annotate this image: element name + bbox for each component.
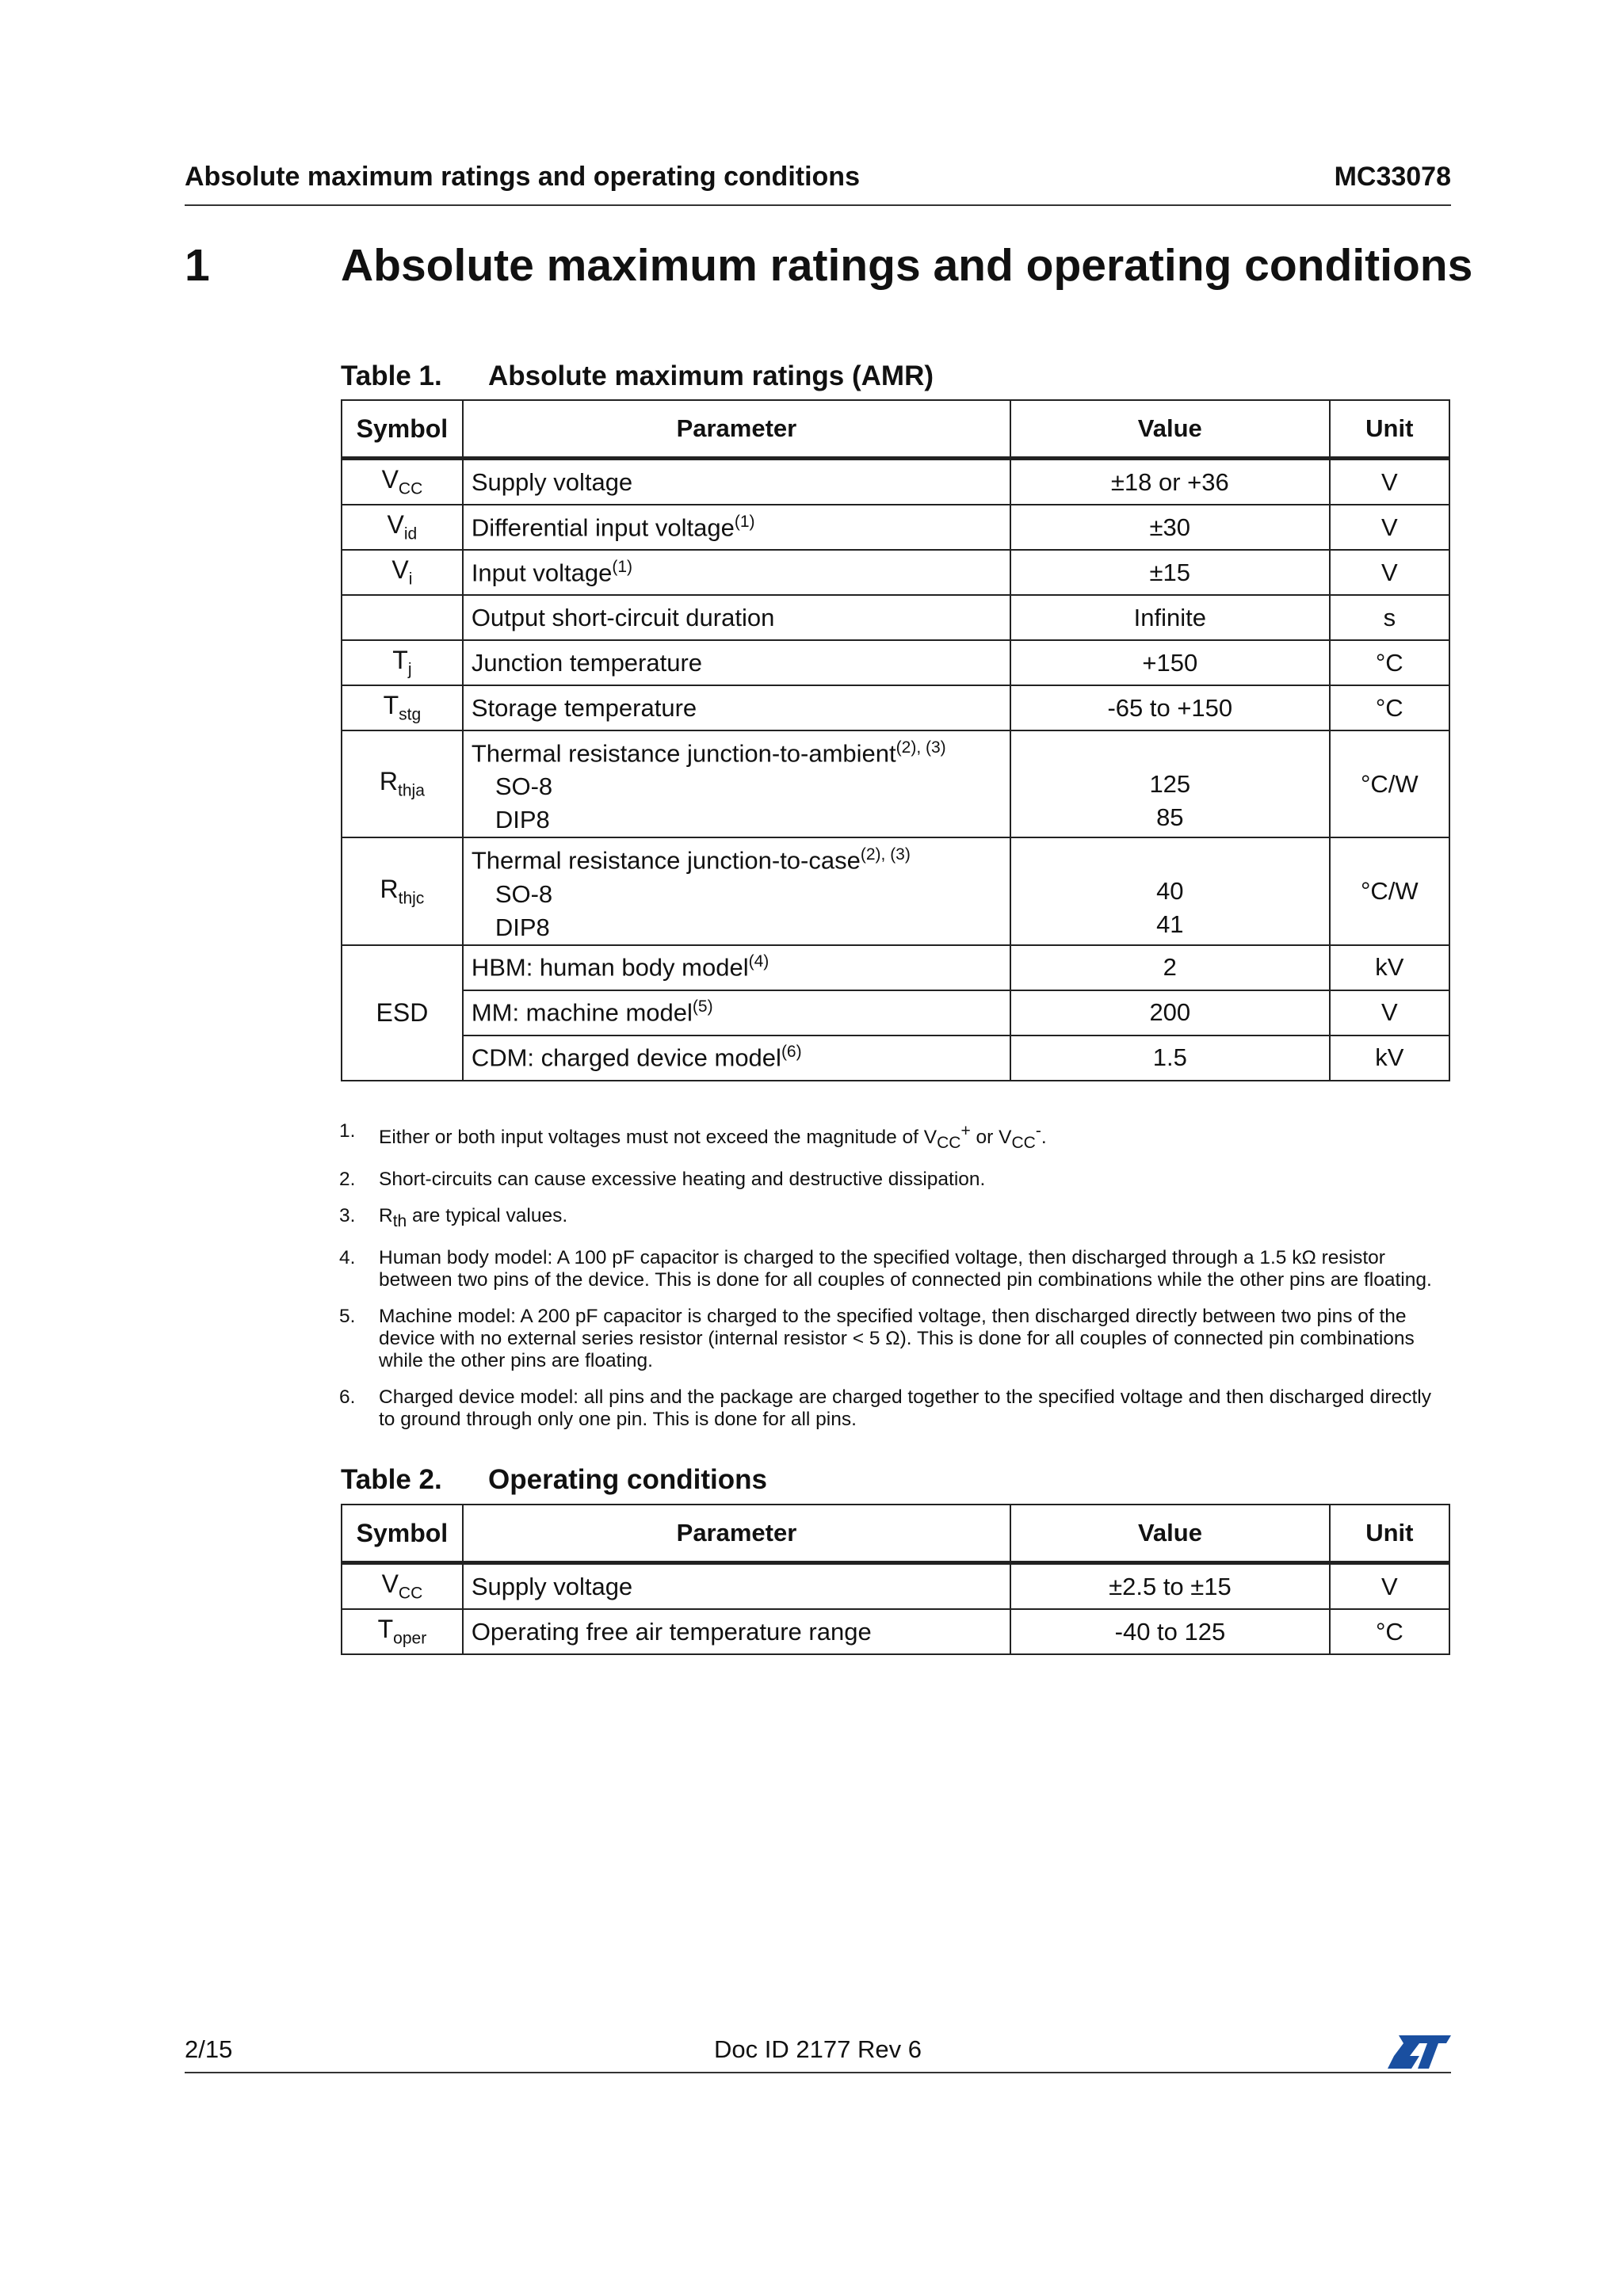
st-logo-icon xyxy=(1388,2032,1451,2070)
col-symbol: Symbol xyxy=(342,400,463,459)
parameter-cell: Input voltage$^{(1)}$ xyxy=(463,550,1010,595)
section-title: Absolute maximum ratings and operating conditions xyxy=(341,240,1473,291)
unit-cell: °C xyxy=(1330,640,1449,685)
symbol-cell: $T_{oper}$ xyxy=(342,1609,463,1654)
unit-cell: s xyxy=(1330,595,1449,640)
footnote: 6. Charged device model: all pins and the package are charged together to the specified voltage and then discharged directly to ground through only one pin. This is done for all pins. xyxy=(339,1386,1431,1430)
footnote: 1. Either or both input voltages must not exceed the magnitude of $V_{CC}^+$ or $V_{CC}^-$. xyxy=(339,1120,1047,1153)
table1-caption xyxy=(341,360,934,392)
symbol-cell: $V_{id}$ xyxy=(342,505,463,550)
col-unit: Unit xyxy=(1330,1505,1449,1563)
table-row xyxy=(342,595,1449,640)
value-cell: ±18 or +36 xyxy=(1010,459,1330,505)
header-title: Absolute maximum ratings and operating conditions xyxy=(185,162,860,192)
table-row xyxy=(342,990,1449,1035)
page-footer xyxy=(185,2032,1451,2073)
col-unit: Unit xyxy=(1330,400,1449,459)
header-part-number: MC33078 xyxy=(1334,162,1451,192)
parameter-cell: Operating free air temperature range xyxy=(463,1609,1010,1654)
footnote: 2. Short-circuits can cause excessive heating and destructive dissipation. xyxy=(339,1169,986,1191)
footnote: 3. $R_{th}$ are typical values. xyxy=(339,1205,568,1230)
table-row xyxy=(342,550,1449,595)
symbol-cell: $T_{stg}$ xyxy=(342,685,463,730)
unit-cell: V xyxy=(1330,990,1449,1035)
value-cell: -40 to 125 xyxy=(1010,1609,1330,1654)
table-row-rthjc xyxy=(342,837,1449,944)
value-cell: Infinite xyxy=(1010,595,1330,640)
unit-cell: °C/W xyxy=(1330,837,1449,944)
value-cell: ±30 xyxy=(1010,505,1330,550)
unit-cell: °C xyxy=(1330,685,1449,730)
value-cell: 125 85 xyxy=(1010,730,1330,837)
unit-cell: kV xyxy=(1330,945,1449,990)
value-cell: 1.5 xyxy=(1010,1035,1330,1081)
symbol-cell xyxy=(342,595,463,640)
symbol-cell: $V_i$ xyxy=(342,550,463,595)
value-cell: +150 xyxy=(1010,640,1330,685)
table-row xyxy=(342,640,1449,685)
parameter-cell: Supply voltage xyxy=(463,459,1010,505)
value-cell: ±2.5 to ±15 xyxy=(1010,1563,1330,1610)
unit-cell: V xyxy=(1330,550,1449,595)
parameter-cell: Differential input voltage$^{(1)}$ xyxy=(463,505,1010,550)
col-value: Value xyxy=(1010,1505,1330,1563)
table2-caption xyxy=(341,1464,767,1496)
table-row xyxy=(342,459,1449,505)
section-number: 1 xyxy=(185,240,210,291)
symbol-cell: $V_{CC}$ xyxy=(342,1563,463,1610)
operating-conditions-table xyxy=(341,1504,1450,1655)
table1-label: Table 1. xyxy=(341,360,442,391)
col-symbol: Symbol xyxy=(342,1505,463,1563)
col-parameter: Parameter xyxy=(463,1505,1010,1563)
value-cell: 40 41 xyxy=(1010,837,1330,944)
table-row-esd xyxy=(342,945,1449,990)
value-cell: 200 xyxy=(1010,990,1330,1035)
value-cell: -65 to +150 xyxy=(1010,685,1330,730)
value-cell: ±15 xyxy=(1010,550,1330,595)
table2-label: Table 2. xyxy=(341,1464,442,1495)
col-parameter: Parameter xyxy=(463,400,1010,459)
parameter-cell: Thermal resistance junction-to-ambient$^{(2), (3)}$ SO-8 DIP8 xyxy=(463,730,1010,837)
unit-cell: V xyxy=(1330,459,1449,505)
symbol-cell: ESD xyxy=(342,945,463,1081)
table2-title: Operating conditions xyxy=(488,1464,767,1495)
parameter-cell: Storage temperature xyxy=(463,685,1010,730)
page-number: 2/15 xyxy=(185,2035,233,2063)
symbol-cell: $R_{thjc}$ xyxy=(342,837,463,944)
table-row xyxy=(342,1035,1449,1081)
parameter-cell: CDM: charged device model$^{(6)}$ xyxy=(463,1035,1010,1081)
amr-table xyxy=(341,399,1450,1081)
page-header xyxy=(185,158,1451,206)
table-header-row xyxy=(342,1505,1449,1563)
footnote: 4. Human body model: A 100 pF capacitor is charged to the specified voltage, then discharged through a 1.5 kΩ resistor between two pins of the device. This is done for all couples of connected pin combinations while the other pins are floating. xyxy=(339,1246,1432,1291)
table-row xyxy=(342,505,1449,550)
parameter-cell: Thermal resistance junction-to-case$^{(2), (3)}$ SO-8 DIP8 xyxy=(463,837,1010,944)
table-header-row xyxy=(342,400,1449,459)
footnote: 5. Machine model: A 200 pF capacitor is charged to the specified voltage, then discharged directly between two pins of the device with no external series resistor (internal resistor < 5 Ω). This is done for all couples of connected pin combinations while the other pins are floating. xyxy=(339,1305,1415,1371)
unit-cell: kV xyxy=(1330,1035,1449,1081)
unit-cell: °C xyxy=(1330,1609,1449,1654)
unit-cell: V xyxy=(1330,1563,1449,1610)
value-cell: 2 xyxy=(1010,945,1330,990)
parameter-cell: MM: machine model$^{(5)}$ xyxy=(463,990,1010,1035)
table-row xyxy=(342,685,1449,730)
doc-id: Doc ID 2177 Rev 6 xyxy=(714,2035,922,2063)
symbol-cell: $T_j$ xyxy=(342,640,463,685)
col-value: Value xyxy=(1010,400,1330,459)
parameter-cell: Supply voltage xyxy=(463,1563,1010,1610)
unit-cell: V xyxy=(1330,505,1449,550)
table-row xyxy=(342,1609,1449,1654)
symbol-cell: $R_{thja}$ xyxy=(342,730,463,837)
table1-footnotes xyxy=(339,1120,1449,1445)
unit-cell: °C/W xyxy=(1330,730,1449,837)
parameter-cell: HBM: human body model$^{(4)}$ xyxy=(463,945,1010,990)
symbol-cell: $V_{CC}$ xyxy=(342,459,463,505)
table-row xyxy=(342,1563,1449,1610)
parameter-cell: Junction temperature xyxy=(463,640,1010,685)
table-row-rthja xyxy=(342,730,1449,837)
parameter-cell: Output short-circuit duration xyxy=(463,595,1010,640)
table1-title: Absolute maximum ratings (AMR) xyxy=(488,360,934,391)
